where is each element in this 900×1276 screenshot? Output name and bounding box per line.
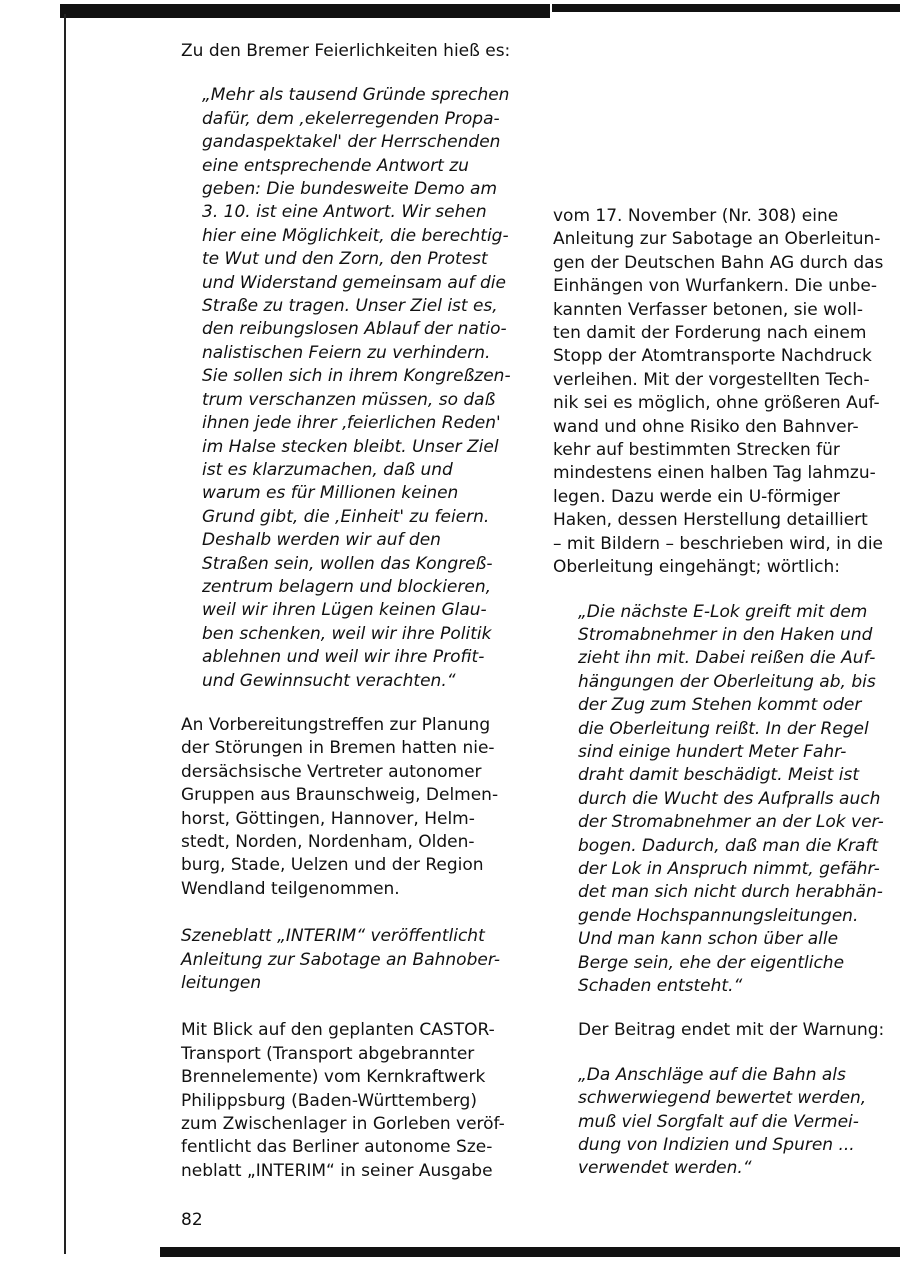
warning-quote: „Da Anschläge auf die Bahn als schwerwiegend bewertet werden, muß viel Sorgfalt auf die Vermei- dung von Indizien und Spuren ... verwendet werden.“: [578, 1064, 867, 1179]
page-left-edge: [64, 14, 66, 1254]
bottom-scan-bar: [160, 1247, 900, 1257]
sabotage-quote: „Die nächste E-Lok greift mit dem Stromabnehmer in den Haken und zieht ihn mit. Dabei reißen die Auf- hängungen der Oberleitung ab, bis der Zug zum Stehen kommt oder die Oberleitung reißt. In der Regel sind einige hundert Meter Fahr- draht damit beschädigt. Meist ist durch die Wucht des Aufpralls auch der Stromabnehmer an der Lok ver- bogen. Dadurch, daß man die Kraft der Lok in Anspruch nimmt, gefähr- det man sich nicht durch herabhän- gende Hochspannungsleitungen. Und man kann schon über alle Berge sein, ehe der eigentliche Schaden entsteht.“: [578, 601, 884, 996]
castor-paragraph: Mit Blick auf den geplanten CASTOR- Transport (Transport abgebrannter Brennelemente) vom Kernkraftwerk Philippsburg (Baden-Württemberg) zum Zwischenlager in Gorleben veröf- fentlicht das Berliner autonome Sze- neblatt „INTERIM“ in seiner Ausgabe: [181, 1020, 505, 1181]
intro-paragraph: Zu den Bremer Feierlichkeiten hieß es:: [181, 41, 511, 61]
top-scan-bar-right: [552, 4, 900, 12]
left-column: [181, 40, 511, 1183]
right-column: [553, 205, 898, 1181]
warning-intro: Der Beitrag endet mit der Warnung:: [578, 1020, 885, 1041]
bremen-quote: „Mehr als tausend Gründe sprechen dafür, dem ‚ekelerregenden Propa- gandaspektakel' der Herrschenden eine entsprechende Antwort zu geben: Die bundesweite Demo am 3. 10. ist eine Antwort. Wir sehen hier eine Möglichkeit, die berechtig- te Wut und den Zorn, den Protest und Widerstand gemeinsam auf die Straße zu tragen. Unser Ziel ist es, den reibungslosen Ablauf der natio- nalistischen Feiern zu verhindern. Sie sollen sich in ihrem Kongreßzen- trum verschanzen müssen, so daß ihnen jede ihrer ‚feierlichen Reden' im Halse stecken bleibt. Unser Ziel ist es klarzumachen, daß und warum es für Millionen keinen Grund gibt, die ‚Einheit' zu feiern. Deshalb werden wir auf den Straßen sein, wollen das Kongreß- zentrum belagern und blockieren, weil wir ihren Lügen keinen Glau- ben schenken, weil wir ihre Politik ablehnen und weil wir ihre Profit- und Gewinnsucht verachten.“: [202, 85, 511, 691]
meetings-paragraph: An Vorbereitungstreffen zur Planung der Störungen in Bremen hatten nie- dersächsische Vertreter autonomer Gruppen aus Braunschweig, Delmen- horst, Göttingen, Hannover, Helm- stedt, Norden, Nordenham, Olden- burg, Stade, Uelzen und der Region Wendland teilgenommen.: [181, 714, 499, 899]
sabotage-paragraph: vom 17. November (Nr. 308) eine Anleitung zur Sabotage an Oberleitun- gen der Deutschen Bahn AG durch das Einhängen von Wurfankern. Die unbe- kannten Verfasser betonen, sie woll- ten damit der Forderung nach einem Stopp der Atomtransporte Nachdruck verleihen. Mit der vorgestellten Tech- nik sei es möglich, ohne größeren Auf- wand und ohne Risiko den Bahnver- kehr auf bestimmten Strecken für mindestens einen halben Tag lahmzu- legen. Dazu werde ein U-förmiger Haken, dessen Herstellung detailliert – mit Bildern – beschrieben wird, in die Oberleitung eingehängt; wörtlich:: [553, 206, 884, 578]
section-heading: Szeneblatt „INTERIM“ veröffentlicht Anleitung zur Sabotage an Bahnober- leitungen: [181, 926, 501, 994]
page-number: 82: [181, 1210, 203, 1230]
top-scan-bar-left: [60, 4, 550, 18]
